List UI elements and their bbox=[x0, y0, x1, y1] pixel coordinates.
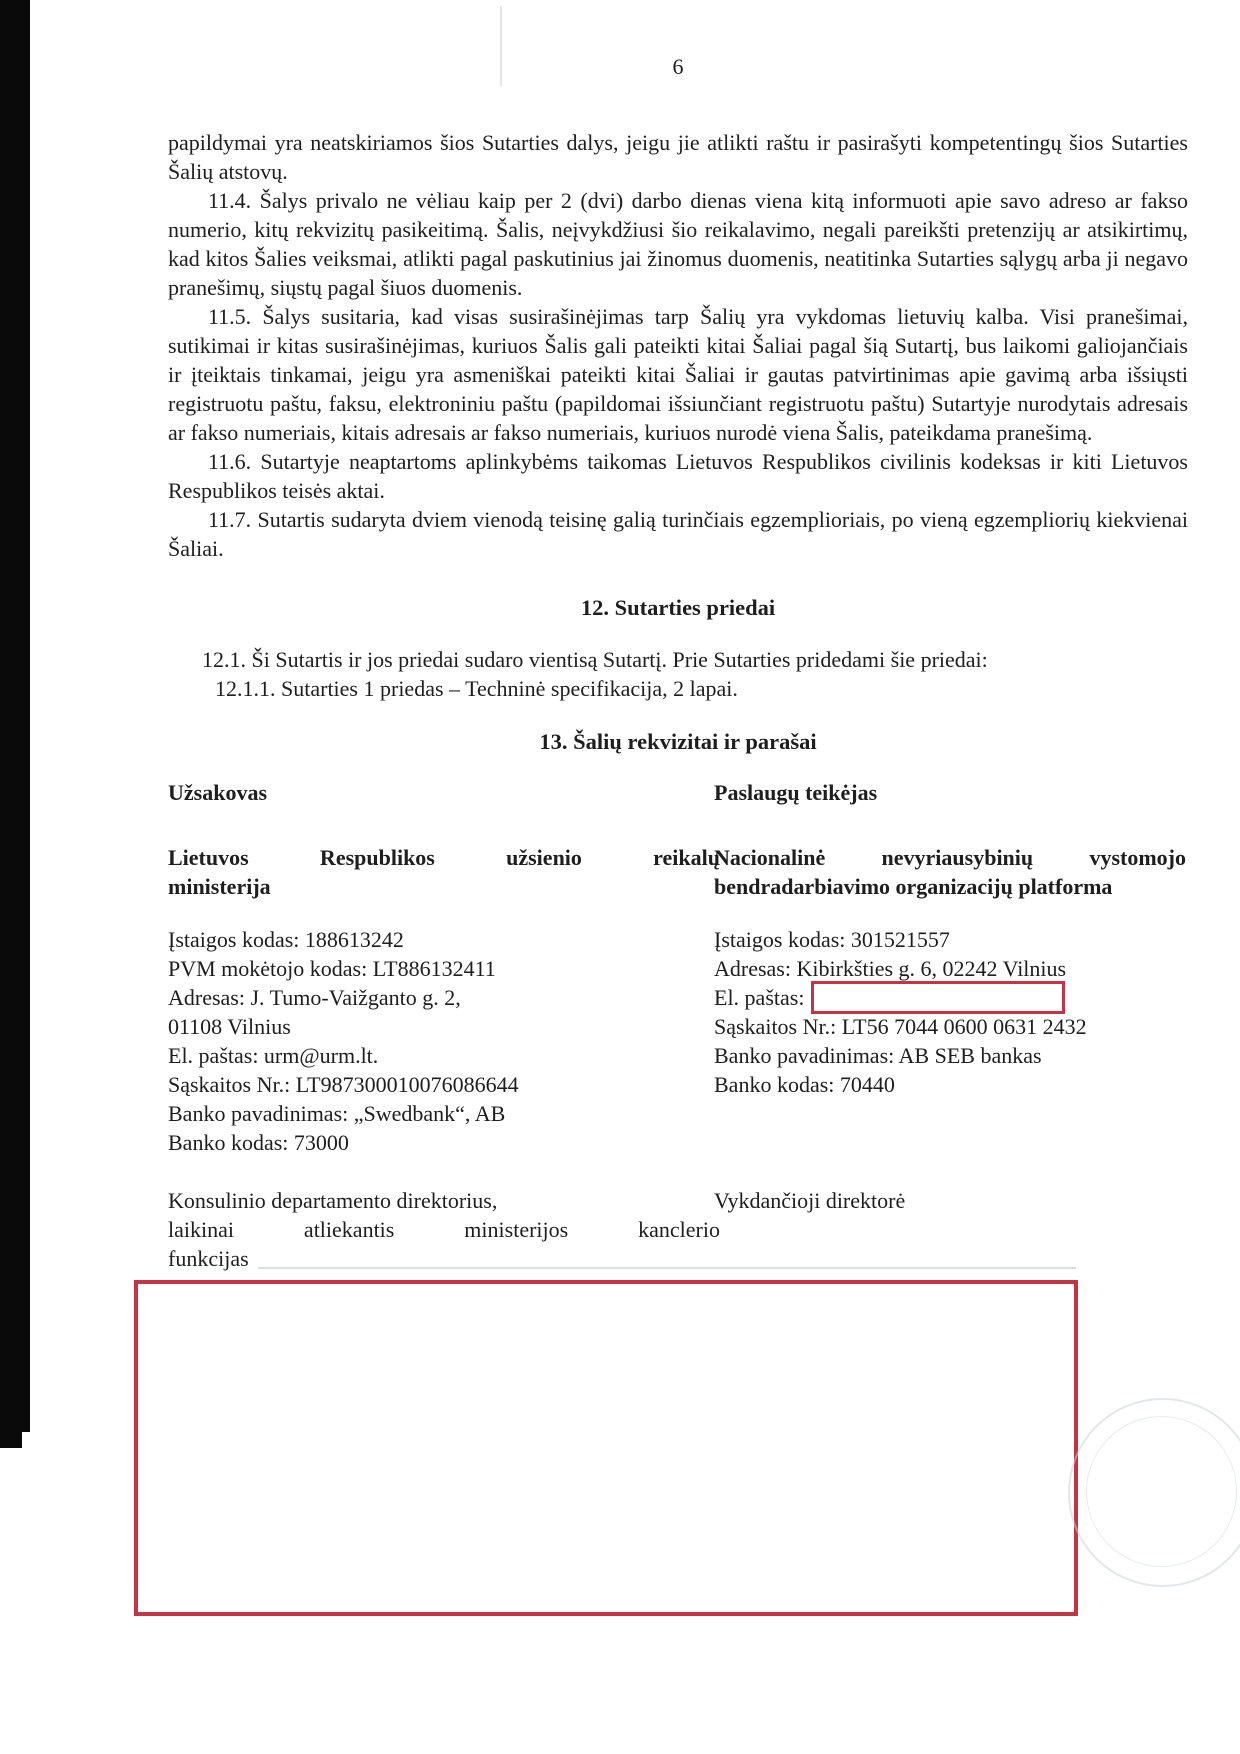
scan-edge-artifact bbox=[0, 0, 30, 1432]
detail-line: Banko pavadinimas: AB SEB bankas bbox=[714, 1043, 1042, 1068]
stamp-remnant-inner bbox=[1086, 1416, 1237, 1567]
paragraph-11-4: 11.4. Šalys privalo ne vėliau kaip per 2 (dvi) darbo dienas viena kitą informuoti apie savo adreso ar fakso numerio, kitų rekvizitų pasikeitimą. Šalis, neįvykdžiusi šio reikalavimo, negali pareikšti pretenzijų ar atsikirtimų, kad kitos Šalies veiksmai, atlikti pagal paskutinius jai žinomus duomenis, neatitinka Sutarties sąlygų arba ji negavo pranešimų, siųstų pagal šiuos duomenis. bbox=[168, 188, 1188, 300]
detail-line: Įstaigos kodas: 188613242 bbox=[168, 927, 404, 952]
customer-org-line2: ministerija bbox=[168, 874, 271, 899]
provider-org-line1: Nacionalinė nevyriausybinių vystomojo bbox=[714, 845, 1186, 870]
detail-line: Adresas: J. Tumo-Vaižganto g. 2, bbox=[168, 985, 461, 1010]
body-text bbox=[168, 128, 1188, 563]
email-label: El. paštas: bbox=[714, 985, 805, 1010]
detail-line: El. paštas: urm@urm.lt. bbox=[168, 1043, 379, 1068]
customer-role-label: Užsakovas bbox=[168, 780, 268, 805]
detail-line: Sąskaitos Nr.: LT987300010076086644 bbox=[168, 1072, 519, 1097]
detail-line: Adresas: Kibirkšties g. 6, 02242 Vilnius bbox=[714, 956, 1067, 981]
page-number: 6 bbox=[672, 54, 684, 79]
redaction-box-email bbox=[811, 981, 1065, 1014]
detail-line: Sąskaitos Nr.: LT56 7044 0600 0631 2432 bbox=[714, 1014, 1087, 1039]
provider-role-label: Paslaugų teikėjas bbox=[714, 780, 878, 805]
customer-signer-line2: laikinai atliekantis ministerijos kanclerio bbox=[168, 1217, 720, 1242]
detail-line: Įstaigos kodas: 301521557 bbox=[714, 927, 950, 952]
customer-org-line1: Lietuvos Respublikos užsienio reikalų bbox=[168, 845, 720, 870]
paragraph-continuation: papildymai yra neatskiriamos šios Sutarties dalys, jeigu jie atlikti raštu ir pasirašyti kompetentingų šios Sutarties Šalių atstovų. bbox=[168, 130, 1188, 184]
item-12-1-1: 12.1.1. Sutarties 1 priedas – Techninė specifikacija, 2 lapai. bbox=[215, 676, 738, 701]
detail-line: 01108 Vilnius bbox=[168, 1014, 291, 1039]
customer-details bbox=[168, 925, 720, 1157]
item-12-1: 12.1. Ši Sutartis ir jos priedai sudaro vientisą Sutartį. Prie Sutarties pridedami šie priedai: bbox=[202, 647, 988, 672]
section-12-heading: 12. Sutarties priedai bbox=[580, 595, 776, 620]
redaction-box-signatures bbox=[134, 1280, 1078, 1616]
detail-line: Banko kodas: 73000 bbox=[168, 1130, 349, 1155]
customer-org-name bbox=[168, 843, 720, 901]
customer-signer-line3: funkcijas bbox=[168, 1246, 249, 1271]
paragraph-11-7: 11.7. Sutartis sudaryta dviem vienodą teisinę galią turinčiais egzemplioriais, po vieną egzempliorių kiekvienai Šaliai. bbox=[168, 507, 1188, 561]
customer-signer-line1: Konsulinio departamento direktorius, bbox=[168, 1188, 498, 1213]
provider-org-name bbox=[714, 843, 1186, 901]
paragraph-11-5: 11.5. Šalys susitaria, kad visas susirašinėjimas tarp Šalių yra vykdomas lietuvių kalba. Visi pranešimai, sutikimai ir kitas susirašinėjimas, kuriuos Šalis gali pateikti kitai Šaliai pagal šią Sutartį, bus laikomi galiojančiais ir įteiktais tinkamai, jeigu yra asmeniškai pateikti kitai Šaliai ir gautas patvirtinimas apie gavimą arba išsiųsti registruotu paštu, faksu, elektroniniu paštu (papildomai išsiunčiant registruotu paštu) Sutartyje nurodytais adresais ar fakso numeriais, kitais adresais ar fakso numeriais, kuriuos nurodė viena Šalis, pateikdama pranešimą. bbox=[168, 304, 1188, 445]
provider-org-line2: bendradarbiavimo organizacijų platforma bbox=[714, 874, 1113, 899]
customer-signer-title bbox=[168, 1186, 720, 1273]
detail-line: Banko kodas: 70440 bbox=[714, 1072, 895, 1097]
detail-line: PVM mokėtojo kodas: LT886132411 bbox=[168, 956, 496, 981]
paragraph-11-6: 11.6. Sutartyje neaptartoms aplinkybėms taikomas Lietuvos Respublikos civilinis kodeksas ir kiti Lietuvos Respublikos teisės aktai. bbox=[168, 449, 1188, 503]
detail-line: Banko pavadinimas: „Swedbank“, AB bbox=[168, 1101, 506, 1126]
attachments-list bbox=[202, 645, 1188, 703]
scan-edge-artifact-tail bbox=[0, 1432, 22, 1448]
provider-signer-title: Vykdančioji direktorė bbox=[714, 1188, 906, 1213]
faint-rule-artifact bbox=[258, 1267, 1076, 1269]
section-13-heading: 13. Šalių rekvizitai ir parašai bbox=[539, 729, 817, 754]
